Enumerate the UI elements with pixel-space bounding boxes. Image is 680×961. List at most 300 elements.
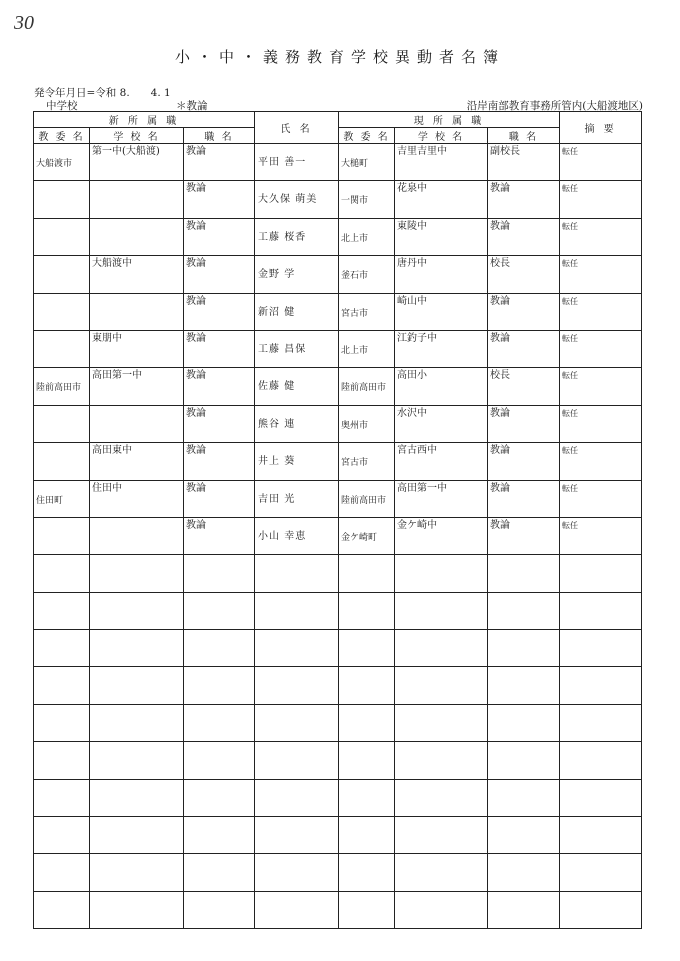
new-school-cell (90, 592, 184, 629)
new-job-cell (184, 779, 255, 816)
new-school-cell (90, 517, 184, 554)
new-school-cell (90, 218, 184, 255)
table-row (34, 405, 642, 442)
remarks-cell (560, 517, 642, 554)
new-school-text (90, 817, 183, 818)
name-text: 新沼 健 (258, 306, 296, 318)
new-board-cell (34, 480, 90, 517)
current-job-text: 校長 (490, 258, 511, 270)
name-text: 佐藤 健 (258, 381, 296, 393)
current-job-cell (488, 293, 560, 330)
header-new-school: 学 校 名 (90, 128, 184, 144)
current-board-cell (339, 630, 395, 667)
header-name: 氏 名 (255, 112, 339, 144)
new-job-text: 教論 (186, 258, 206, 270)
new-school-text (90, 518, 183, 519)
current-school-text: 水沢中 (397, 407, 428, 419)
new-school-text: 第一中(大船渡) (92, 146, 160, 157)
name-text: 大久保 萌美 (258, 194, 318, 206)
name-cell (255, 443, 339, 480)
remarks-cell (560, 218, 642, 255)
new-job-text (184, 555, 254, 556)
new-job-cell (184, 704, 255, 741)
current-job-text (488, 817, 559, 818)
new-board-cell (34, 817, 90, 854)
name-cell (255, 630, 339, 667)
new-school-cell (90, 480, 184, 517)
current-board-cell (339, 368, 395, 405)
current-board-text: 釜石市 (341, 271, 369, 282)
name-cell (255, 256, 339, 293)
new-job-cell (184, 144, 255, 181)
new-board-cell (34, 443, 90, 480)
current-job-cell (488, 854, 560, 891)
header-new-job: 職 名 (184, 128, 255, 144)
remarks-text (560, 593, 641, 594)
new-school-text: 高田東中 (92, 445, 132, 457)
current-job-text: 教論 (490, 482, 511, 494)
new-job-cell (184, 517, 255, 554)
new-job-cell (184, 742, 255, 779)
remarks-text (560, 630, 641, 631)
new-board-cell (34, 667, 90, 704)
new-job-text (184, 667, 254, 668)
new-school-cell (90, 368, 184, 405)
header-current-assignment: 現 所 属 職 (339, 112, 560, 128)
table-row (34, 330, 642, 367)
current-school-text: 吉里吉里中 (397, 146, 448, 157)
current-board-cell (339, 330, 395, 367)
current-job-cell (488, 256, 560, 293)
current-school-text: 東陵中 (397, 220, 428, 232)
current-school-cell (395, 517, 488, 554)
current-board-cell (339, 144, 395, 181)
current-board-cell (339, 443, 395, 480)
remarks-text: 転任 (562, 483, 579, 493)
remarks-cell (560, 368, 642, 405)
table-row (34, 480, 642, 517)
new-job-text: 教論 (186, 407, 206, 419)
header-row-groups (34, 112, 642, 128)
remarks-text (560, 817, 641, 818)
new-job-text: 教論 (186, 370, 206, 382)
new-school-text (90, 630, 183, 631)
position-filter: ＊教論 (176, 100, 208, 112)
name-cell (255, 667, 339, 704)
new-job-text (184, 780, 254, 781)
current-school-text (395, 667, 487, 668)
current-job-text: 副校長 (490, 146, 521, 157)
current-job-cell (488, 667, 560, 704)
current-board-cell (339, 181, 395, 218)
table-row (34, 368, 642, 405)
remarks-cell (560, 256, 642, 293)
current-board-cell (339, 480, 395, 517)
remarks-cell (560, 330, 642, 367)
issue-date: 発令年月日=令和 8. 4. 1 (34, 87, 171, 99)
new-board-cell (34, 293, 90, 330)
current-job-cell (488, 405, 560, 442)
current-school-cell (395, 817, 488, 854)
current-job-text (488, 593, 559, 594)
current-school-cell (395, 330, 488, 367)
current-board-cell (339, 555, 395, 592)
new-school-text (90, 219, 183, 220)
current-job-text: 教論 (490, 220, 511, 232)
new-board-text: 住田町 (36, 495, 64, 506)
new-school-text (90, 780, 183, 781)
name-cell (255, 704, 339, 741)
remarks-text: 転任 (562, 221, 579, 231)
new-school-text (90, 854, 183, 855)
new-school-cell (90, 630, 184, 667)
new-job-cell (184, 630, 255, 667)
current-job-text: 教論 (490, 295, 511, 307)
new-school-cell (90, 779, 184, 816)
new-school-cell (90, 330, 184, 367)
remarks-cell (560, 742, 642, 779)
current-school-text (395, 630, 487, 631)
current-job-cell (488, 443, 560, 480)
new-board-cell (34, 144, 90, 181)
current-board-cell (339, 667, 395, 704)
current-job-cell (488, 817, 560, 854)
current-job-text: 教論 (490, 519, 511, 531)
remarks-text: 転任 (562, 184, 579, 194)
current-school-text (395, 817, 487, 818)
current-school-cell (395, 742, 488, 779)
name-text: 平田 善一 (258, 157, 307, 168)
new-school-cell (90, 742, 184, 779)
table-row (34, 218, 642, 255)
name-cell (255, 218, 339, 255)
current-school-text: 金ケ崎中 (397, 519, 438, 531)
new-job-text: 教論 (186, 146, 206, 157)
current-school-text: 高田小 (397, 370, 428, 382)
header-current-job: 職 名 (488, 128, 560, 144)
current-school-cell (395, 181, 488, 218)
new-school-text (90, 892, 183, 893)
new-school-cell (90, 817, 184, 854)
name-cell (255, 517, 339, 554)
current-school-cell (395, 630, 488, 667)
remarks-text (560, 780, 641, 781)
current-board-text: 一関市 (341, 196, 369, 207)
current-school-cell (395, 779, 488, 816)
remarks-cell (560, 443, 642, 480)
new-school-text (90, 294, 183, 295)
remarks-cell (560, 854, 642, 891)
current-school-cell (395, 256, 488, 293)
name-text: 工藤 桜香 (258, 231, 307, 243)
new-job-text (184, 817, 254, 818)
current-job-cell (488, 704, 560, 741)
current-job-text (488, 780, 559, 781)
current-school-text (395, 555, 487, 556)
new-job-text: 教論 (186, 482, 206, 494)
new-job-cell (184, 592, 255, 629)
new-job-cell (184, 817, 255, 854)
remarks-text: 転任 (562, 371, 579, 381)
current-school-text (395, 593, 487, 594)
current-job-cell (488, 630, 560, 667)
new-job-text: 教論 (186, 445, 206, 457)
header-current-board: 教 委 名 (339, 128, 395, 144)
current-school-text (395, 780, 487, 781)
remarks-cell (560, 480, 642, 517)
table-row (34, 592, 642, 629)
current-school-cell (395, 293, 488, 330)
new-board-text: 陸前高田市 (36, 383, 82, 394)
current-board-text: 陸前高田市 (341, 383, 387, 394)
current-job-text (488, 667, 559, 668)
name-cell (255, 480, 339, 517)
remarks-cell (560, 630, 642, 667)
current-job-text: 校長 (490, 370, 511, 382)
new-board-cell (34, 405, 90, 442)
current-board-text: 宮古市 (341, 308, 369, 319)
new-school-text: 住田中 (92, 482, 122, 494)
new-job-cell (184, 368, 255, 405)
new-board-cell (34, 517, 90, 554)
new-job-cell (184, 854, 255, 891)
remarks-text: 転任 (562, 296, 579, 306)
current-school-text (395, 705, 487, 706)
new-school-cell (90, 293, 184, 330)
new-school-cell (90, 256, 184, 293)
current-school-text (395, 742, 487, 743)
new-job-cell (184, 181, 255, 218)
table-row (34, 293, 642, 330)
current-school-cell (395, 405, 488, 442)
new-job-cell (184, 218, 255, 255)
new-school-cell (90, 443, 184, 480)
remarks-cell (560, 667, 642, 704)
new-job-cell (184, 405, 255, 442)
remarks-text (560, 705, 641, 706)
table-row (34, 517, 642, 554)
name-cell (255, 181, 339, 218)
name-text: 吉田 光 (258, 493, 296, 505)
name-cell (255, 405, 339, 442)
new-school-cell (90, 854, 184, 891)
current-job-cell (488, 144, 560, 181)
transfer-roster-table (33, 111, 642, 929)
current-board-cell (339, 517, 395, 554)
table-row (34, 891, 642, 928)
new-board-cell (34, 555, 90, 592)
page-number: 30 (14, 12, 34, 34)
current-school-text: 唐丹中 (397, 258, 428, 270)
current-school-cell (395, 854, 488, 891)
current-job-text (488, 555, 559, 556)
current-job-cell (488, 891, 560, 928)
remarks-text (560, 854, 641, 855)
new-school-text (90, 181, 183, 182)
new-job-cell (184, 667, 255, 704)
name-cell (255, 592, 339, 629)
current-job-cell (488, 555, 560, 592)
current-job-text (488, 742, 559, 743)
current-board-cell (339, 293, 395, 330)
header-current-school: 学 校 名 (395, 128, 488, 144)
new-job-cell (184, 891, 255, 928)
current-board-text: 北上市 (341, 345, 369, 356)
new-school-text (90, 667, 183, 668)
name-cell (255, 144, 339, 181)
name-cell (255, 555, 339, 592)
new-board-cell (34, 368, 90, 405)
current-board-text: 陸前高田市 (341, 495, 387, 506)
current-school-text: 高田第一中 (397, 482, 448, 494)
remarks-cell (560, 817, 642, 854)
new-school-cell (90, 667, 184, 704)
new-school-cell (90, 704, 184, 741)
current-board-cell (339, 817, 395, 854)
new-board-text: 大船渡市 (36, 159, 73, 169)
table-row (34, 742, 642, 779)
current-board-cell (339, 742, 395, 779)
header-remarks: 摘 要 (560, 112, 642, 144)
current-job-cell (488, 517, 560, 554)
new-board-cell (34, 704, 90, 741)
current-board-text: 金ケ崎町 (341, 532, 378, 543)
table-row (34, 779, 642, 816)
current-job-text (488, 705, 559, 706)
table-row (34, 630, 642, 667)
new-job-text: 教論 (186, 295, 206, 307)
table-row (34, 854, 642, 891)
table-row (34, 555, 642, 592)
current-job-text: 教論 (490, 332, 511, 344)
new-board-cell (34, 630, 90, 667)
current-board-text: 宮古市 (341, 458, 369, 469)
new-board-cell (34, 256, 90, 293)
new-school-text (90, 742, 183, 743)
current-school-text (395, 892, 487, 893)
new-school-text (90, 705, 183, 706)
name-text: 熊谷 連 (258, 418, 296, 430)
name-cell (255, 368, 339, 405)
new-job-text (184, 705, 254, 706)
remarks-text: 転任 (562, 408, 579, 418)
current-school-cell (395, 704, 488, 741)
table-row (34, 704, 642, 741)
current-school-cell (395, 592, 488, 629)
current-school-text (395, 854, 487, 855)
remarks-text: 転任 (562, 259, 579, 269)
new-job-text: 教論 (186, 519, 206, 531)
current-board-cell (339, 218, 395, 255)
new-board-cell (34, 779, 90, 816)
new-job-text (184, 593, 254, 594)
current-job-text: 教論 (490, 445, 511, 457)
new-board-cell (34, 330, 90, 367)
name-text: 井上 葵 (258, 456, 296, 468)
table-row (34, 443, 642, 480)
remarks-cell (560, 704, 642, 741)
current-job-cell (488, 742, 560, 779)
new-school-text (90, 555, 183, 556)
new-board-cell (34, 592, 90, 629)
name-text: 工藤 昌保 (258, 343, 307, 355)
current-school-text: 江釣子中 (397, 332, 438, 344)
remarks-cell (560, 891, 642, 928)
current-job-text: 教論 (490, 183, 511, 195)
current-job-cell (488, 330, 560, 367)
new-board-cell (34, 218, 90, 255)
header-new-board: 教 委 名 (34, 128, 90, 144)
remarks-cell (560, 181, 642, 218)
current-school-cell (395, 144, 488, 181)
new-job-cell (184, 330, 255, 367)
remarks-text: 転任 (562, 147, 579, 156)
remarks-text (560, 667, 641, 668)
current-school-text: 崎山中 (397, 295, 428, 307)
current-job-text (488, 892, 559, 893)
remarks-cell (560, 555, 642, 592)
name-cell (255, 779, 339, 816)
new-school-text: 高田第一中 (92, 370, 142, 382)
current-board-text: 北上市 (341, 233, 369, 244)
remarks-text (560, 742, 641, 743)
new-school-cell (90, 891, 184, 928)
table-row (34, 667, 642, 704)
new-board-cell (34, 742, 90, 779)
name-cell (255, 817, 339, 854)
remarks-text (560, 555, 641, 556)
name-cell (255, 742, 339, 779)
current-job-cell (488, 480, 560, 517)
table-row (34, 144, 642, 181)
name-cell (255, 854, 339, 891)
new-school-text: 東朋中 (92, 332, 122, 344)
new-job-cell (184, 480, 255, 517)
new-school-cell (90, 144, 184, 181)
current-board-cell (339, 891, 395, 928)
current-job-cell (488, 592, 560, 629)
school-level: 中学校 (46, 100, 78, 112)
new-job-cell (184, 256, 255, 293)
current-school-cell (395, 368, 488, 405)
current-school-text: 宮古西中 (397, 445, 438, 457)
new-school-text (90, 593, 183, 594)
current-job-cell (488, 368, 560, 405)
new-school-cell (90, 555, 184, 592)
current-school-cell (395, 891, 488, 928)
office-name: 沿岸南部教育事務所管内(大船渡地区) (466, 100, 643, 112)
new-school-cell (90, 181, 184, 218)
table-row (34, 256, 642, 293)
table-row (34, 817, 642, 854)
current-job-text (488, 854, 559, 855)
current-board-text: 大槌町 (341, 159, 369, 169)
remarks-text: 転任 (562, 333, 579, 343)
remarks-text (560, 892, 641, 893)
name-cell (255, 293, 339, 330)
new-job-text: 教論 (186, 220, 206, 232)
new-job-text (184, 630, 254, 631)
current-school-text: 花泉中 (397, 183, 428, 195)
name-text: 金野 学 (258, 269, 296, 281)
remarks-cell (560, 144, 642, 181)
current-board-cell (339, 592, 395, 629)
new-job-text: 教論 (186, 183, 206, 195)
current-board-cell (339, 779, 395, 816)
current-board-cell (339, 704, 395, 741)
current-school-cell (395, 443, 488, 480)
remarks-text: 転任 (562, 446, 579, 456)
